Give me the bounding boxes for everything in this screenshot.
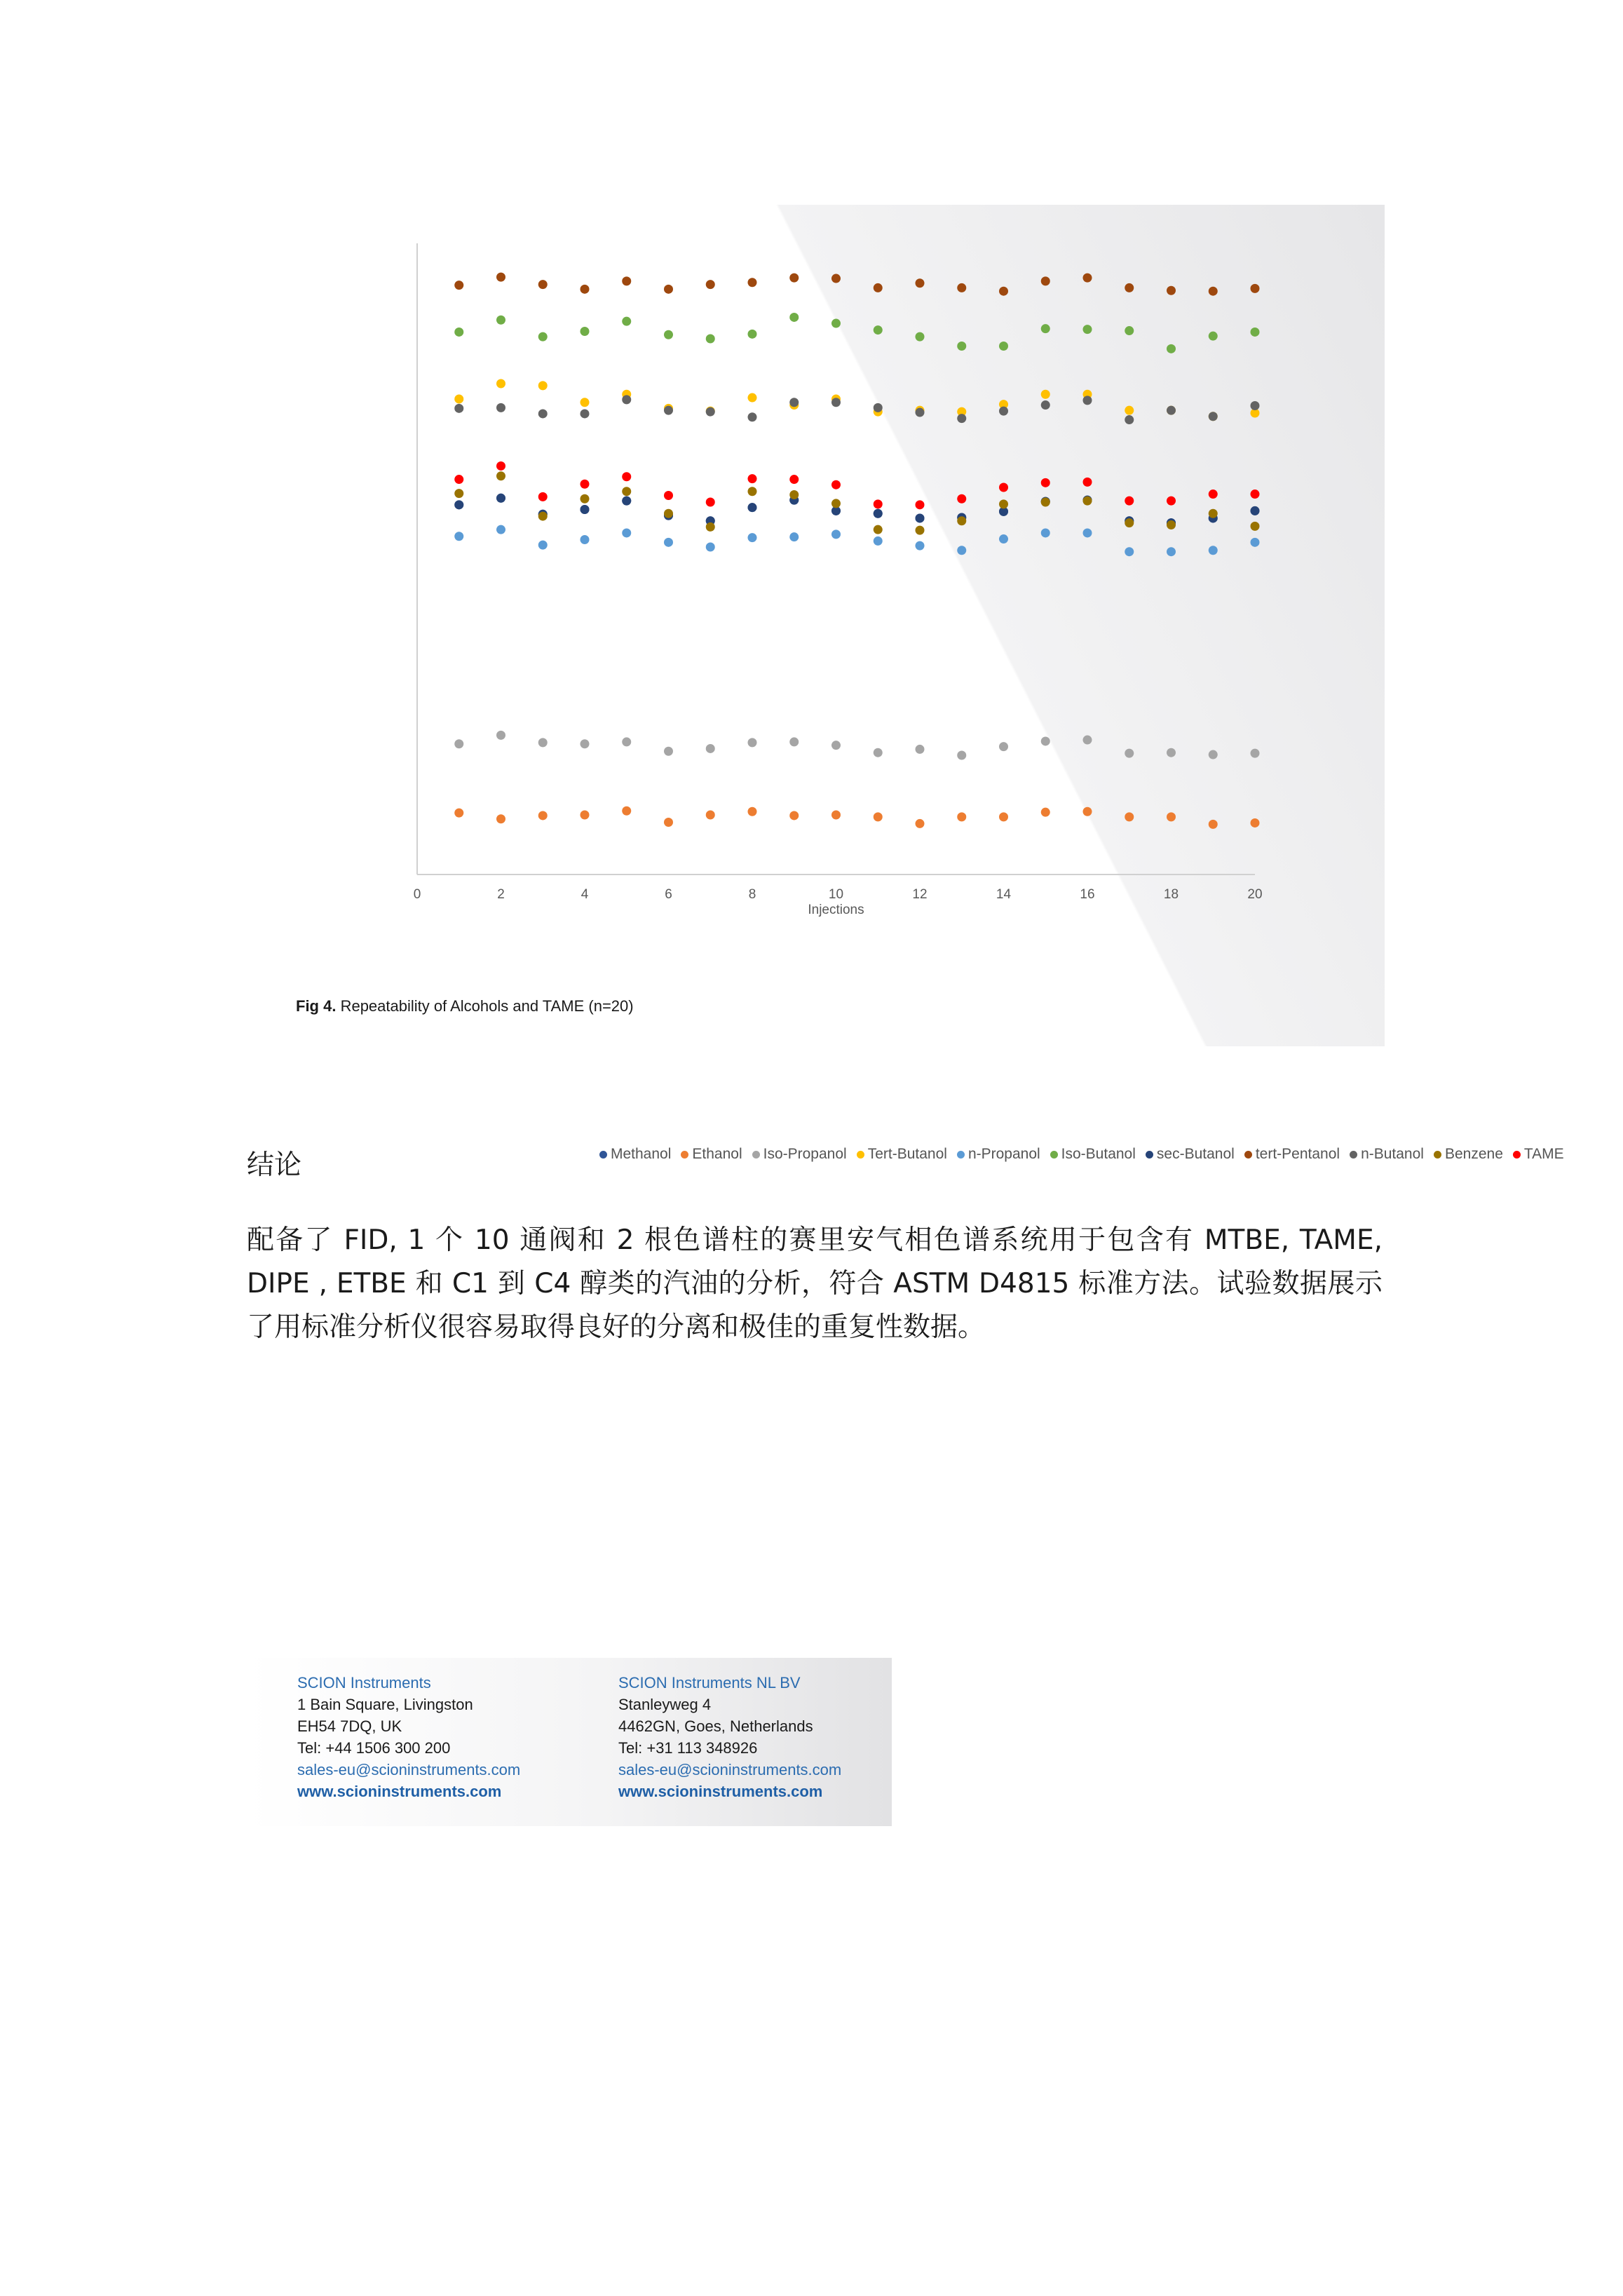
series-benzene: [454, 471, 1259, 534]
data-point: [874, 509, 883, 518]
data-point: [496, 814, 505, 823]
data-point: [496, 273, 505, 282]
data-point: [831, 274, 841, 283]
data-point: [622, 472, 631, 481]
data-point: [874, 499, 883, 508]
contact-org: SCION Instruments: [297, 1674, 431, 1691]
data-point: [748, 474, 757, 483]
data-point: [748, 330, 757, 339]
data-point: [496, 731, 505, 740]
contact-website-link[interactable]: www.scioninstruments.com: [618, 1783, 823, 1800]
data-point: [957, 546, 966, 555]
legend-swatch: [1513, 1151, 1521, 1159]
data-point: [874, 283, 883, 292]
data-point: [1083, 478, 1092, 487]
data-point: [1125, 406, 1134, 415]
data-point: [916, 541, 925, 551]
data-point: [1209, 287, 1218, 296]
data-point: [789, 811, 799, 820]
data-point: [1125, 547, 1134, 556]
data-point: [1125, 812, 1134, 821]
legend-swatch: [1434, 1151, 1441, 1159]
contact-address-line: 4462GN, Goes, Netherlands: [618, 1717, 813, 1735]
data-point: [916, 745, 925, 754]
data-point: [454, 739, 463, 748]
data-point: [1167, 497, 1176, 506]
figure-caption-label: Fig 4.: [296, 997, 337, 1015]
data-point: [706, 407, 715, 417]
data-point: [664, 818, 673, 827]
contact-phone: Tel: +31 113 348926: [618, 1739, 758, 1757]
data-point: [706, 811, 715, 820]
data-point: [496, 403, 505, 412]
x-tick-label: 6: [665, 887, 672, 902]
data-point: [1251, 522, 1260, 531]
contact-address-line: EH54 7DQ, UK: [297, 1717, 402, 1735]
data-point: [1167, 748, 1176, 757]
legend-entry: [599, 1146, 671, 1163]
data-point: [1209, 750, 1218, 759]
data-point: [1041, 736, 1050, 745]
data-point: [999, 812, 1008, 821]
data-point: [957, 283, 966, 292]
series-sec-butanol: [454, 494, 1259, 527]
data-point: [1167, 520, 1176, 529]
legend-entry: [857, 1146, 947, 1163]
data-point: [622, 528, 631, 537]
contact-phone: Tel: +44 1506 300 200: [297, 1739, 451, 1757]
data-point: [1167, 406, 1176, 415]
data-point: [622, 487, 631, 496]
x-tick-label: 12: [912, 887, 928, 902]
data-point: [1167, 286, 1176, 295]
data-point: [1041, 498, 1050, 507]
data-point: [1167, 812, 1176, 821]
data-point: [1251, 401, 1260, 410]
series-tame: [454, 461, 1259, 509]
data-point: [748, 807, 757, 816]
data-point: [1041, 324, 1050, 333]
data-point: [748, 738, 757, 747]
data-point: [454, 327, 463, 337]
data-point: [831, 811, 841, 820]
data-point: [664, 491, 673, 500]
data-point: [1125, 497, 1134, 506]
data-point: [1041, 400, 1050, 410]
data-point: [1167, 344, 1176, 353]
data-point: [874, 536, 883, 546]
data-point: [1125, 326, 1134, 335]
legend-swatch: [752, 1151, 760, 1159]
data-point: [874, 748, 883, 757]
data-point: [748, 412, 757, 421]
legend-swatch: [857, 1151, 864, 1159]
data-point: [1125, 518, 1134, 527]
legend-entry: [1513, 1146, 1564, 1163]
data-point: [580, 285, 590, 294]
data-point: [538, 409, 548, 418]
data-point: [789, 737, 799, 746]
contact-email-link[interactable]: sales-eu@scioninstruments.com: [297, 1761, 521, 1778]
data-point: [496, 494, 505, 503]
data-point: [916, 332, 925, 342]
legend-swatch: [1050, 1151, 1058, 1159]
data-point: [831, 529, 841, 539]
x-tick-label: 4: [580, 887, 589, 902]
data-point: [664, 285, 673, 294]
data-point: [454, 532, 463, 541]
data-point: [496, 379, 505, 388]
legend-label: n-Butanol: [1361, 1146, 1424, 1162]
series-iso-butanol: [454, 313, 1259, 353]
data-point: [538, 381, 548, 390]
data-point: [916, 513, 925, 522]
data-point: [1041, 276, 1050, 285]
data-point: [580, 535, 590, 544]
legend-swatch: [1146, 1151, 1153, 1159]
data-point: [454, 489, 463, 498]
data-point: [706, 335, 715, 344]
legend-entry: [1050, 1146, 1136, 1163]
data-point: [622, 497, 631, 506]
data-point: [664, 406, 673, 415]
x-tick-label: 16: [1080, 887, 1095, 902]
x-tick-label: 0: [413, 887, 421, 902]
conclusion-body: 配备了 FID, 1 个 10 通阀和 2 根色谱柱的赛里安气相色谱系统用于包含有 MTBE, TAME, DIPE , ETBE 和 C1 到 C4 醇类的汽油的分析，符合 ASTM D4815 标准方法。试验数据展示了用标准分析仪很容易取得良好的分离和极佳的重复性数据。: [247, 1224, 1383, 1343]
legend-swatch: [957, 1151, 965, 1159]
data-point: [831, 319, 841, 328]
x-tick-label: 2: [497, 887, 505, 902]
data-point: [1041, 390, 1050, 399]
data-point: [999, 287, 1008, 296]
data-point: [1083, 528, 1092, 537]
data-point: [1209, 489, 1218, 499]
series-methanol: [454, 494, 1259, 527]
data-point: [1209, 509, 1218, 518]
data-point: [580, 811, 590, 820]
data-point: [538, 512, 548, 521]
x-tick-label: 10: [828, 887, 844, 902]
x-tick-label: 8: [748, 887, 756, 902]
data-point: [538, 332, 548, 342]
data-point: [831, 398, 841, 407]
legend-label: tert-Pentanol: [1255, 1146, 1340, 1162]
data-point: [580, 480, 590, 489]
scatter-chart: [291, 205, 1385, 1046]
contact-address-line: Stanleyweg 4: [618, 1696, 712, 1713]
legend-swatch: [599, 1151, 607, 1159]
data-point: [999, 499, 1008, 508]
data-point: [1083, 325, 1092, 334]
data-point: [957, 812, 966, 821]
data-point: [1083, 274, 1092, 283]
data-point: [1251, 818, 1260, 828]
data-point: [538, 738, 548, 747]
contact-uk: [297, 1672, 520, 1802]
data-point: [1167, 547, 1176, 556]
data-point: [622, 317, 631, 326]
data-point: [789, 490, 799, 499]
x-tick-label: 14: [996, 887, 1012, 902]
legend-label: sec-Butanol: [1156, 1146, 1235, 1162]
data-point: [1083, 396, 1092, 405]
legend-entry: [1146, 1146, 1235, 1163]
data-point: [1209, 332, 1218, 341]
data-point: [916, 526, 925, 535]
data-point: [1083, 807, 1092, 816]
data-point: [454, 404, 463, 413]
data-point: [916, 278, 925, 288]
legend-swatch: [681, 1151, 688, 1159]
series-n-propanol: [454, 525, 1259, 557]
data-point: [1041, 478, 1050, 487]
data-point: [789, 532, 799, 541]
data-point: [874, 525, 883, 534]
data-point: [1209, 546, 1218, 555]
data-point: [538, 541, 548, 550]
data-point: [706, 498, 715, 507]
contact-nl: [618, 1672, 841, 1802]
series-iso-propanol: [454, 731, 1259, 760]
data-point: [1251, 284, 1260, 293]
data-point: [748, 393, 757, 403]
data-point: [999, 407, 1008, 416]
legend-label: Benzene: [1444, 1146, 1503, 1162]
data-point: [1083, 736, 1092, 745]
data-point: [1251, 506, 1260, 515]
data-point: [789, 398, 799, 407]
legend-label: Iso-Propanol: [763, 1146, 847, 1162]
data-point: [748, 487, 757, 496]
data-point: [580, 327, 590, 336]
data-point: [622, 276, 631, 285]
data-point: [999, 534, 1008, 543]
series-ethanol: [454, 806, 1259, 829]
x-tick-label: 20: [1247, 887, 1263, 902]
data-point: [1125, 749, 1134, 758]
data-point: [706, 744, 715, 753]
data-point: [916, 500, 925, 509]
data-point: [1041, 808, 1050, 817]
data-point: [580, 409, 590, 418]
data-point: [496, 525, 505, 534]
data-point: [706, 543, 715, 552]
data-point: [496, 471, 505, 480]
data-point: [664, 330, 673, 339]
legend-label: n-Propanol: [967, 1146, 1040, 1162]
data-point: [580, 398, 590, 407]
figure-panel: [291, 205, 1564, 1162]
legend-entry: [1350, 1146, 1424, 1163]
data-point: [622, 806, 631, 816]
data-point: [957, 751, 966, 760]
legend-entry: [957, 1146, 1040, 1163]
series-tert-butanol: [454, 379, 1259, 421]
legend-swatch: [1244, 1151, 1252, 1159]
data-point: [831, 480, 841, 489]
data-point: [454, 475, 463, 484]
data-point: [664, 747, 673, 756]
data-point: [496, 316, 505, 325]
data-point: [1251, 749, 1260, 758]
data-point: [580, 739, 590, 748]
data-point: [454, 809, 463, 818]
data-point: [748, 533, 757, 542]
data-point: [1041, 528, 1050, 537]
x-axis-title: Injections: [808, 903, 864, 917]
data-point: [622, 395, 631, 404]
legend-entry: [752, 1146, 847, 1163]
data-point: [454, 394, 463, 403]
data-point: [748, 503, 757, 512]
data-point: [831, 741, 841, 750]
legend-entry: [1434, 1146, 1503, 1163]
data-point: [789, 274, 799, 283]
data-point: [957, 342, 966, 351]
data-point: [538, 811, 548, 820]
data-point: [1125, 283, 1134, 292]
x-tick-label: 18: [1163, 887, 1179, 902]
data-point: [957, 414, 966, 423]
data-point: [496, 461, 505, 471]
legend-label: Ethanol: [692, 1146, 742, 1162]
data-point: [831, 499, 841, 508]
data-point: [664, 509, 673, 518]
data-point: [916, 819, 925, 828]
data-point: [999, 342, 1008, 351]
data-point: [580, 505, 590, 514]
data-point: [789, 313, 799, 322]
data-point: [664, 538, 673, 547]
data-point: [1083, 497, 1092, 506]
data-point: [1251, 538, 1260, 547]
legend-label: Iso-Butanol: [1061, 1146, 1136, 1162]
data-point: [1125, 415, 1134, 424]
contact-block: [247, 1658, 892, 1826]
contact-email-link[interactable]: sales-eu@scioninstruments.com: [618, 1761, 842, 1778]
legend-entry: [681, 1146, 742, 1163]
data-point: [1209, 820, 1218, 829]
contact-address-line: 1 Bain Square, Livingston: [297, 1696, 473, 1713]
legend-swatch: [1350, 1151, 1357, 1159]
data-point: [1251, 489, 1260, 499]
data-point: [874, 403, 883, 412]
conclusion-heading: 结论: [247, 1149, 302, 1181]
figure-caption: [296, 997, 634, 1015]
series-n-butanol: [454, 395, 1259, 424]
data-point: [999, 483, 1008, 492]
data-point: [706, 522, 715, 532]
data-point: [622, 737, 631, 746]
data-point: [538, 492, 548, 501]
data-point: [916, 408, 925, 417]
data-point: [957, 494, 966, 504]
legend-label: Methanol: [611, 1146, 672, 1162]
contact-website-link[interactable]: www.scioninstruments.com: [297, 1783, 502, 1800]
data-point: [454, 500, 463, 509]
figure-caption-text: Repeatability of Alcohols and TAME (n=20): [336, 997, 634, 1015]
data-point: [706, 280, 715, 289]
data-point: [874, 325, 883, 335]
data-point: [1251, 327, 1260, 337]
data-point: [454, 281, 463, 290]
data-point: [999, 742, 1008, 751]
data-point: [748, 278, 757, 287]
data-point: [1209, 412, 1218, 421]
data-point: [957, 516, 966, 525]
contact-org: SCION Instruments NL BV: [618, 1674, 801, 1691]
data-point: [874, 812, 883, 821]
legend-label: Tert-Butanol: [867, 1146, 947, 1162]
chart-legend: [599, 1129, 1623, 1180]
data-point: [789, 475, 799, 484]
data-point: [580, 494, 590, 504]
series-tert-pentanol: [454, 273, 1259, 296]
legend-entry: [1244, 1146, 1340, 1163]
data-point: [538, 280, 548, 289]
legend-label: TAME: [1523, 1146, 1564, 1162]
